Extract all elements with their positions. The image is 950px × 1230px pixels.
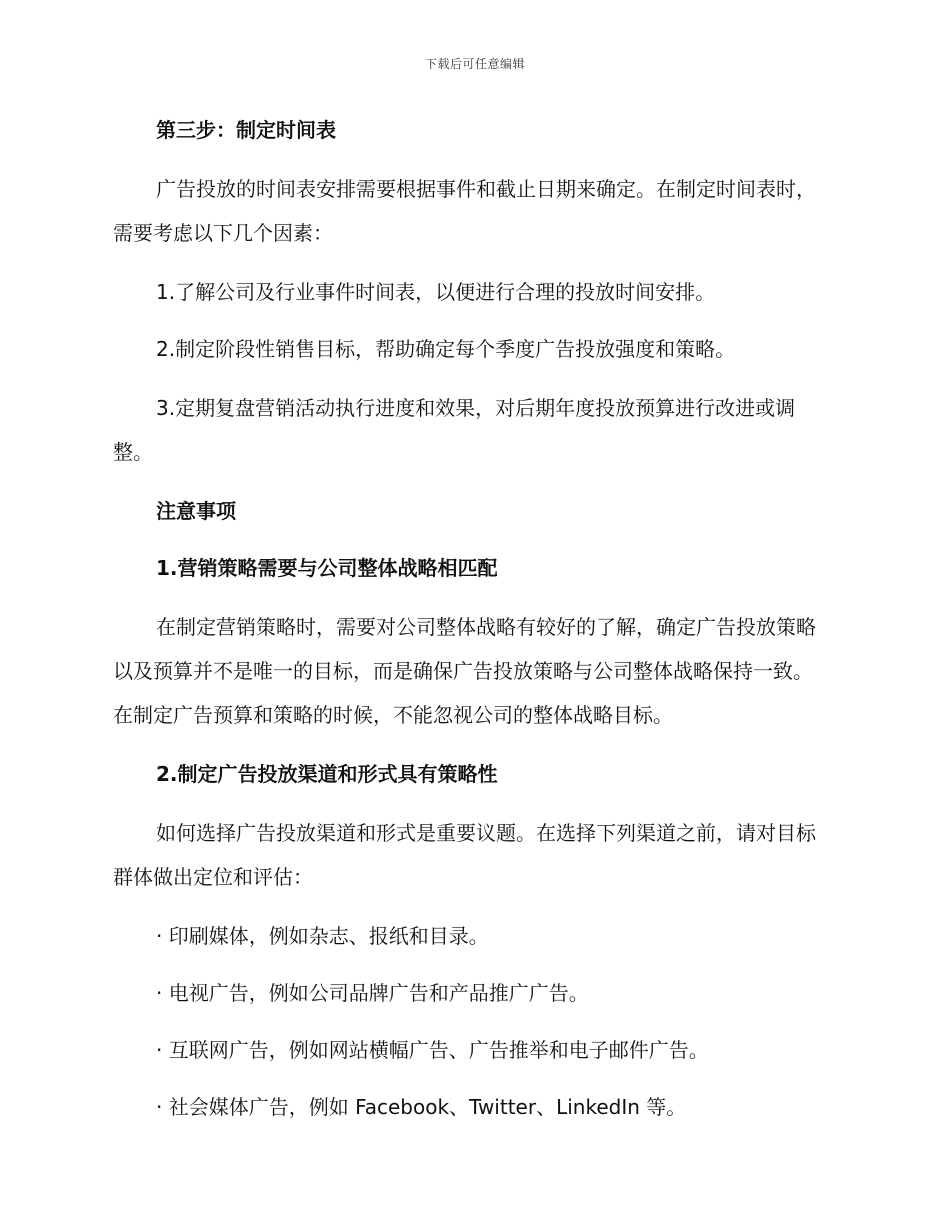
step3-item-1: 1.了解公司及行业事件时间表，以便进行合理的投放时间安排。	[156, 280, 716, 304]
note1-heading: 1.营销策略需要与公司整体战略相匹配	[156, 556, 498, 580]
channel-item-print: · 印刷媒体，例如杂志、报纸和目录。	[156, 924, 489, 948]
step3-item-3: 3.定期复盘营销活动执行进度和效果，对后期年度投放预算进行改进或调整。	[113, 396, 796, 464]
note1-body: 在制定营销策略时，需要对公司整体战略有较好的了解，确定广告投放策略以及预算并不是唯一的目标，而是确保广告投放策略与公司整体战略保持一致。在制定广告预算和策略的时候，不能忽视公司的整体战略目标。	[113, 615, 816, 727]
note2-heading: 2.制定广告投放渠道和形式具有策略性	[156, 762, 498, 786]
step3-intro: 广告投放的时间表安排需要根据事件和截止日期来确定。在制定时间表时，需要考虑以下几个因素：	[113, 177, 816, 245]
step3-heading: 第三步：制定时间表	[156, 118, 336, 142]
page-header-note: 下载后可任意编辑	[424, 57, 525, 71]
note2-body: 如何选择广告投放渠道和形式是重要议题。在选择下列渠道之前，请对目标群体做出定位和评估：	[113, 821, 816, 889]
channel-item-tv: · 电视广告，例如公司品牌广告和产品推广广告。	[156, 981, 589, 1005]
channel-item-internet: · 互联网广告，例如网站横幅广告、广告推举和电子邮件广告。	[156, 1038, 709, 1062]
channel-item-social: · 社会媒体广告，例如 Facebook、Twitter、LinkedIn 等。	[156, 1095, 687, 1119]
step3-item-2: 2.制定阶段性销售目标，帮助确定每个季度广告投放强度和策略。	[156, 337, 736, 361]
notes-heading: 注意事项	[156, 499, 236, 523]
document-body	[113, 110, 831, 1127]
